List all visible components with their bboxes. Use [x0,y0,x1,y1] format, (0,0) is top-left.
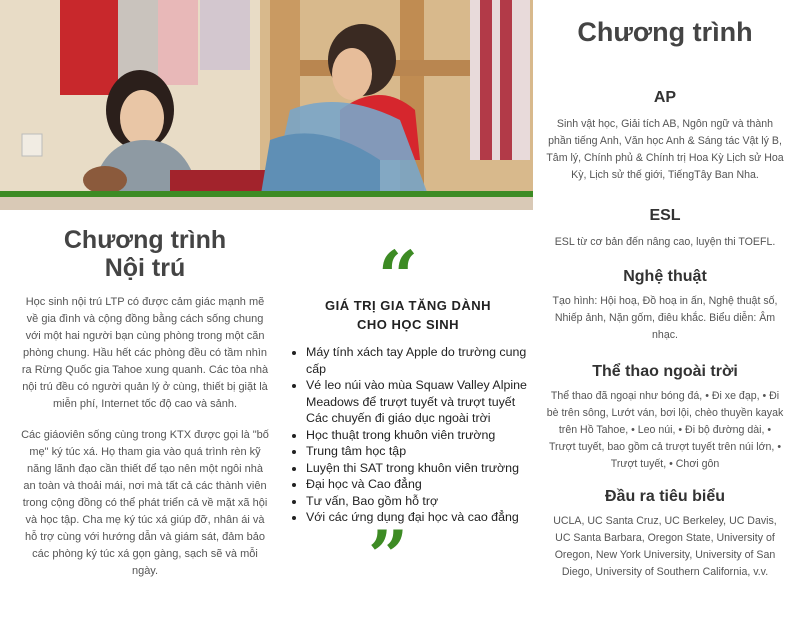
value-added-title-line2: CHO HỌC SINH [356,317,460,332]
programs-title: Chương trình [577,17,753,47]
program-text: Sinh vật học, Giải tích AB, Ngôn ngữ và thành phần tiếng Anh, Văn học Anh & Sáng tác Vật lý B, Tâm lý, Chính phủ & Chính trị Hoa Kỳ Lịch sử Hoa Kỳ, Lịch sử thế giới, TiếngTây Ban Nha. [546,118,784,181]
list-item: • Vé leo núi vào mùa Squaw Valley Alpine Meadows để trượt tuyết và trượt tuyết [306,377,528,410]
program-outcomes [545,487,785,581]
program-heading: ESL [649,207,681,224]
boarding-title-line1: Chương trình [63,226,227,254]
list-item: • Với các ứng dụng đại học và cao đẳng [306,509,528,526]
program-text: ESL từ cơ bản đến nâng cao, luyện thi TOEFL. [554,236,776,248]
boarding-paragraph-2: Các giáoviên sống cùng trong KTX được gọi là "bố mẹ" ký túc xá. Họ tham gia vào quá trình rèn kỹ năng lãnh đạo cần thiết để tạo nên một ngôi nhà an toàn và thoải mái, nơi mà tất cả các thành viên trong cộng đồng có thể phát triển cả về mặt xã hội và học tập. Cha mẹ ký túc xá giúp đỡ, nhân ái và hỗ trợ cùng với hướng dẫn và giám sát, đảm bảo các phòng ký túc xá gọn gàng, sạch sẽ và mỗi ngày. [21,429,269,577]
boarding-paragraph-1: Học sinh nội trú LTP có được cảm giác mạnh mẽ về gia đình và cộng đồng bằng cách sống chung với một hai người bạn cùng phòng trong một căn phòng chung. Hầu hết các phòng đều có tầm nhìn ra Rừng Quốc gia Tahoe xung quanh. Các tòa nhà nội trú đều có người quản lý ở cùng, thiết bị giặt là miễn phí, Internet tốc độ cao và sảnh. [21,296,269,410]
boarding-section [20,226,270,594]
list-item: • Máy tính xách tay Apple do trường cung cấp [306,344,528,377]
program-ap [545,88,785,184]
program-text: Tạo hình: Hội hoạ, Đồ hoạ in ấn, Nghệ thuật số, Nhiếp ảnh, Nặn gốm, điêu khắc. Biểu diễn: Âm nhạc. [552,295,778,341]
programs-section [545,0,785,581]
dorm-photo [0,0,533,210]
list-item: Các chuyến đi giáo dục ngoài trời [306,411,491,425]
boarding-title-line2: Nội trú [104,254,186,282]
list-item: • Luyện thi SAT trong khuôn viên trường [306,460,528,477]
program-heading: AP [653,89,677,106]
close-quote-icon: ” [367,514,409,598]
program-text: UCLA, UC Santa Cruz, UC Berkeley, UC Davis, UC Santa Barbara, Oregon State, University of Oregon, New York University, University of San Diego, University of Southern California, v.v. [553,515,777,578]
program-arts [545,267,785,344]
students-dorm-photo-icon [0,0,533,210]
value-added-title [288,296,528,334]
boarding-title [20,226,270,282]
list-item: • Đại học và Cao đẳng [306,476,528,493]
program-heading: Nghệ thuật [623,268,707,285]
list-item: • Trung tâm học tập [306,443,528,460]
program-text: Thể thao đã ngoại như bóng đá, • Đi xe đạp, • Đi bè trên sông, Lướt ván, bơi lội, chèo thuyền kayak trên Hồ Tahoe, • Leo núi, • Đi bộ đường dài, • Trượt tuyết, bao gồm cả trượt tuyết trên núi lớn, • Trượt tuyết, • Chơi gôn [546,390,784,470]
list-item: • Học thuật trong khuôn viên trường [306,427,528,444]
program-heading: Đầu ra tiêu biểu [604,488,726,505]
value-added-title-line1: GIÁ TRỊ GIA TĂNG DÀNH [324,298,491,313]
program-esl [545,206,785,251]
open-quote-icon: “ [377,235,419,318]
value-added-section [288,235,528,598]
value-added-list [288,344,528,526]
program-heading: Thể thao ngoài trời [592,363,738,380]
list-item: • Tư vấn, Bao gồm hỗ trợ [306,493,528,510]
program-sports [545,362,785,473]
